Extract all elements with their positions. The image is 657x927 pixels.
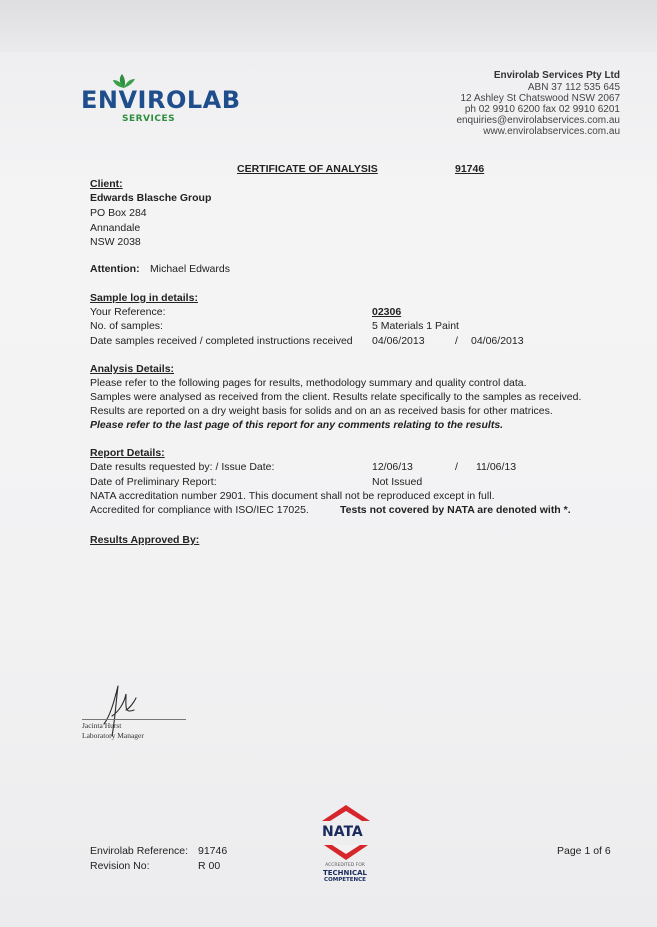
logo-subtitle: SERVICES <box>122 114 176 124</box>
scan-top-band <box>0 0 657 52</box>
not-covered-note: Tests not covered by NATA are denoted with *. <box>340 504 571 516</box>
client-address-line: NSW 2038 <box>90 236 141 248</box>
company-email: enquiries@envirolabservices.com.au <box>456 115 620 126</box>
signature-line <box>82 719 186 720</box>
nata-caption: COMPETENCE <box>324 877 366 883</box>
sample-log-label: Date samples received / completed instructions received <box>90 335 353 347</box>
report-label: Date results requested by: / Issue Date: <box>90 461 275 473</box>
client-name: Edwards Blasche Group <box>90 192 212 204</box>
company-name: Envirolab Services Pty Ltd <box>493 70 620 81</box>
sample-log-heading: Sample log in details: <box>90 292 198 304</box>
footer-rev-value: R 00 <box>198 860 221 872</box>
footer-ref-value: 91746 <box>198 845 228 857</box>
date-instructions-value: 04/06/2013 <box>471 335 524 347</box>
footer-rev-label: Revision No: <box>90 860 150 872</box>
analysis-heading: Analysis Details: <box>90 363 175 375</box>
sample-log-label: No. of samples: <box>90 320 163 332</box>
company-website: www.envirolabservices.com.au <box>483 126 620 137</box>
date-separator: / <box>455 335 458 347</box>
client-address-line: Annandale <box>90 222 141 234</box>
nata-accreditation-line: NATA accreditation number 2901. This document shall not be reproduced except in full. <box>90 490 495 502</box>
certificate-number: 91746 <box>455 163 485 175</box>
analysis-line: Please refer to the following pages for results, methodology summary and quality control data. <box>90 377 527 389</box>
client-heading: Client: <box>90 178 123 190</box>
nata-caption: ACCREDITED FOR <box>325 863 365 868</box>
nata-caption: TECHNICAL <box>322 869 368 877</box>
attention-label: Attention: <box>90 263 140 275</box>
footer-ref-label: Envirolab Reference: <box>90 845 189 857</box>
requested-date-value: 12/06/13 <box>372 461 413 473</box>
sample-log-label: Your Reference: <box>90 306 166 318</box>
analysis-line: Results are reported on a dry weight basis for solids and on an as received basis for other matrices. <box>90 405 553 417</box>
signer-title: Laboratory Manager <box>82 731 144 740</box>
client-address-line: PO Box 284 <box>90 207 147 219</box>
company-abn: ABN 37 112 535 645 <box>527 82 620 93</box>
company-address: 12 Ashley St Chatswood NSW 2067 <box>460 93 620 104</box>
logo-wordmark: ENVIROLAB <box>81 86 241 114</box>
report-label: Date of Preliminary Report: <box>90 476 217 488</box>
certificate-title: CERTIFICATE OF ANALYSIS <box>237 163 378 175</box>
your-reference-value: 02306 <box>372 306 402 318</box>
preliminary-report-value: Not Issued <box>372 476 423 488</box>
signer-name: Jacinta Hurst <box>82 721 122 730</box>
date-received-value: 04/06/2013 <box>372 335 425 347</box>
nata-logo-text: NATA <box>322 824 363 840</box>
approval-heading: Results Approved By: <box>90 534 200 546</box>
analysis-emphasis: Please refer to the last page of this report for any comments relating to the results. <box>90 419 504 431</box>
report-heading: Report Details: <box>90 447 165 459</box>
iso-accreditation-line: Accredited for compliance with ISO/IEC 17025. <box>90 504 309 516</box>
issue-date-value: 11/06/13 <box>476 461 517 473</box>
company-phone: ph 02 9910 6200 fax 02 9910 6201 <box>464 104 620 115</box>
samples-count-value: 5 Materials 1 Paint <box>372 320 459 332</box>
analysis-line: Samples were analysed as received from the client. Results relate specifically to the samples as received. <box>90 391 582 403</box>
date-separator: / <box>455 461 458 473</box>
attention-value: Michael Edwards <box>150 263 230 275</box>
page-number: Page 1 of 6 <box>557 845 611 857</box>
